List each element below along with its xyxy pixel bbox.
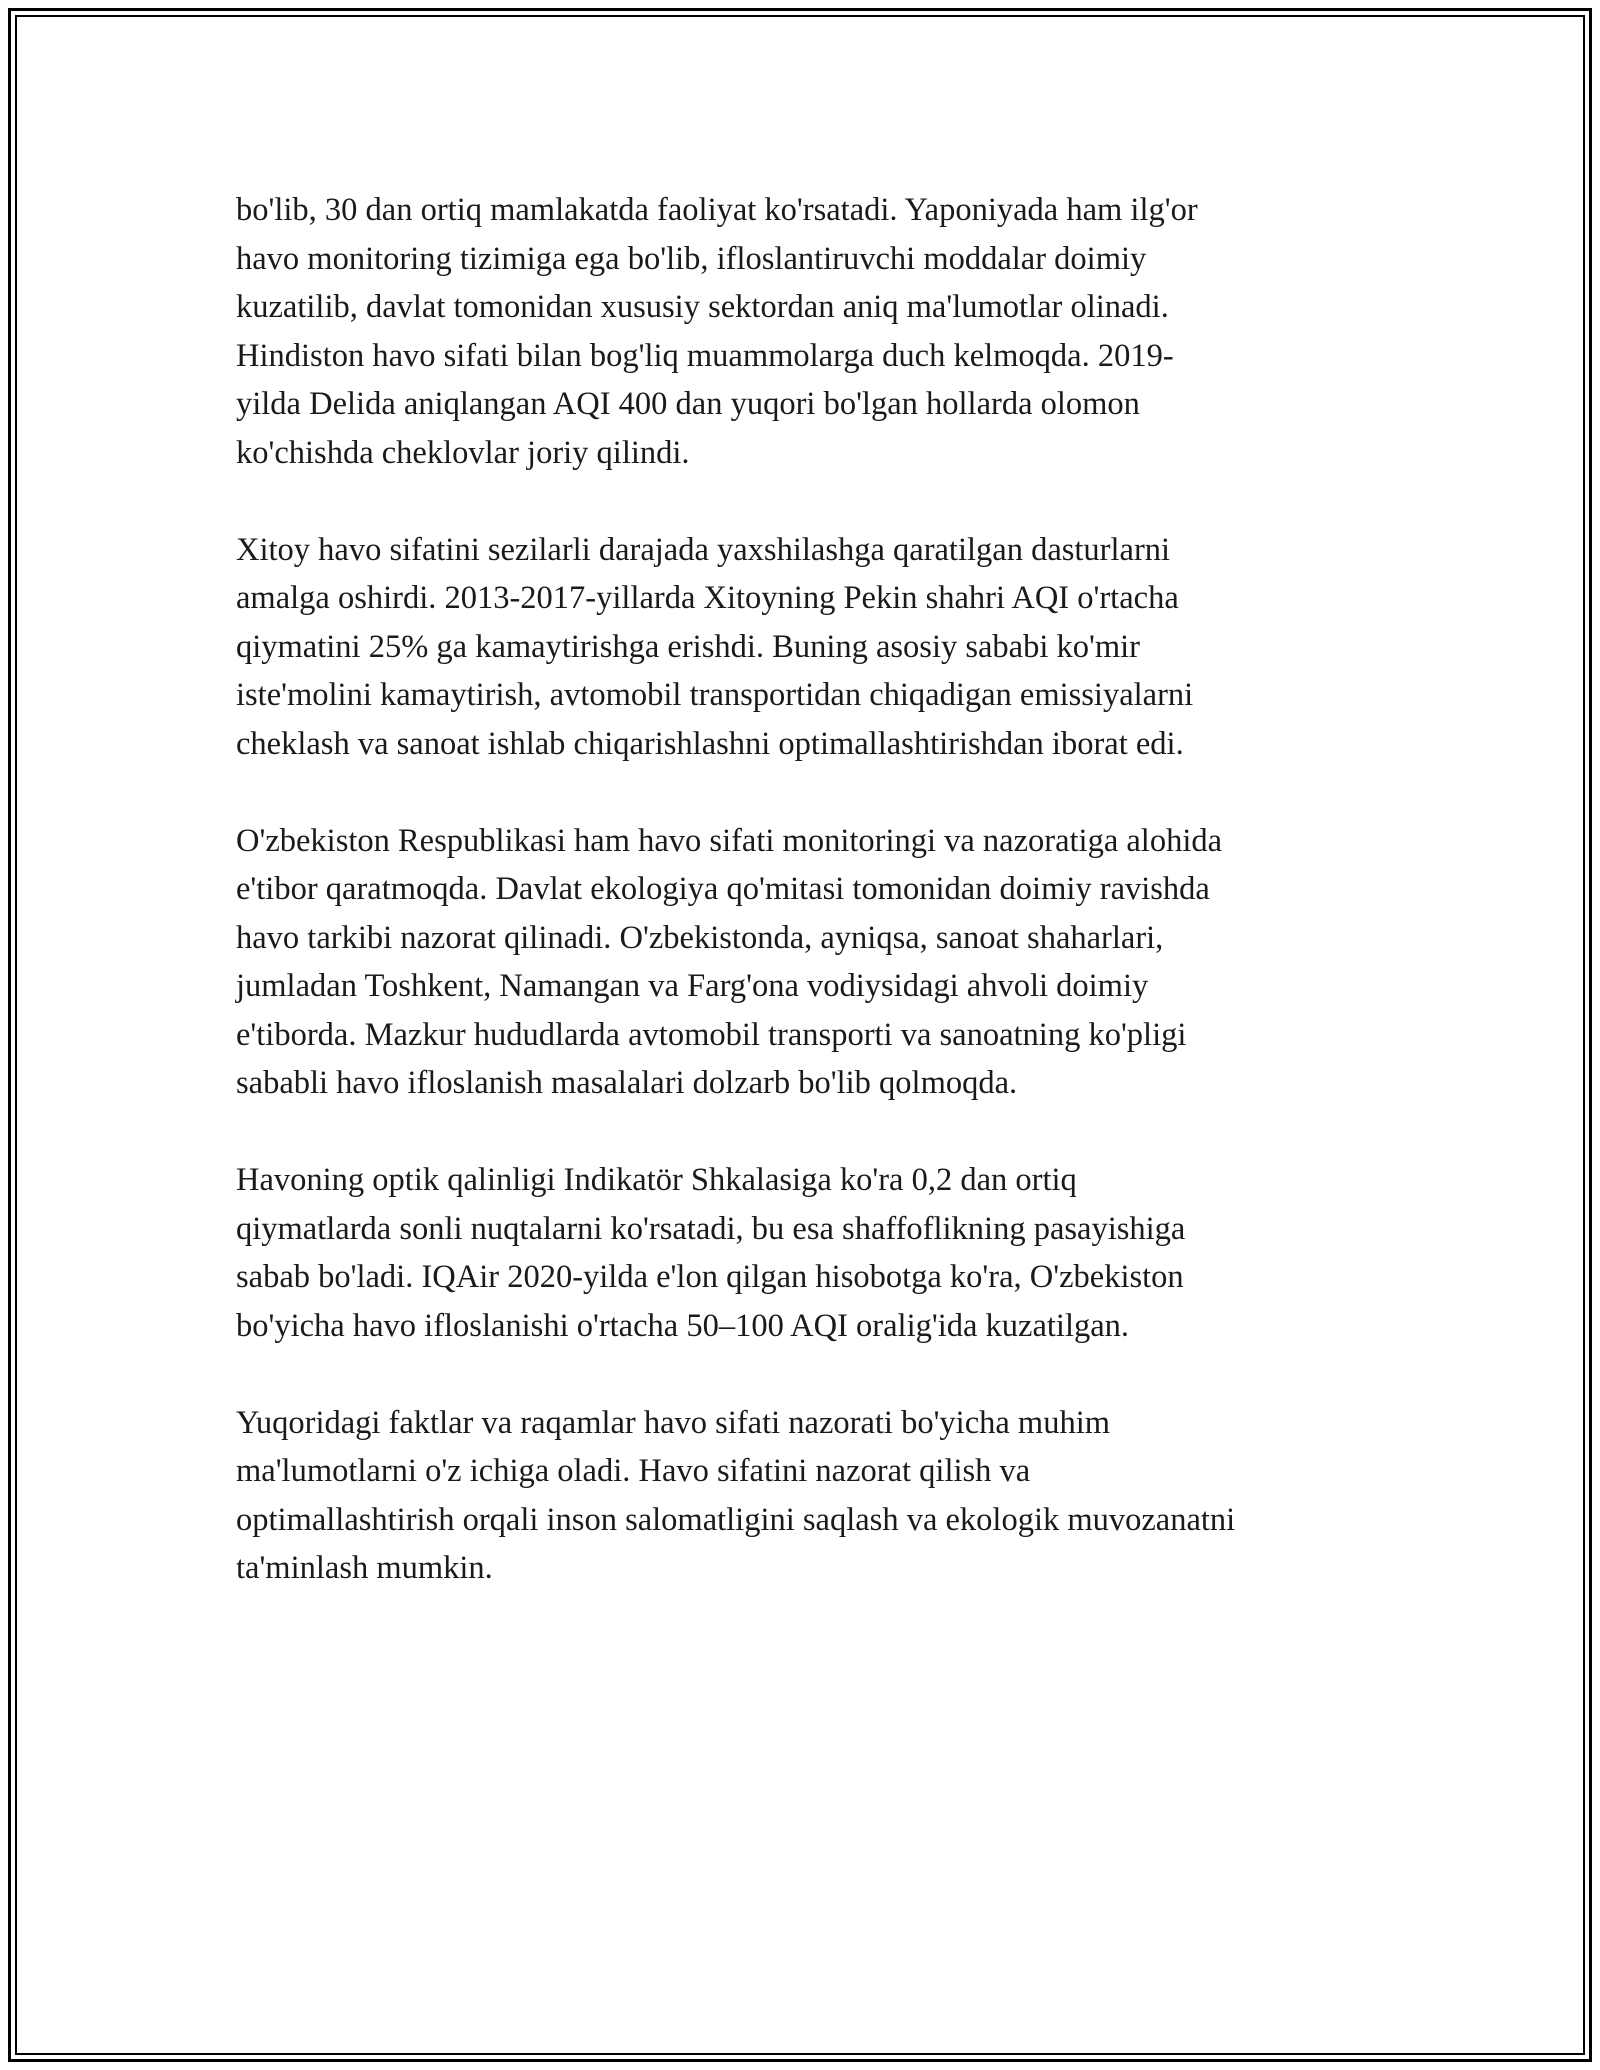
text-line: ma'lumotlarni o'z ichiga oladi. Havo sifatini nazorat qilish va xyxy=(236,1453,1031,1489)
text-line: ta'minlash mumkin. xyxy=(236,1550,493,1586)
text-line: cheklash va sanoat ishlab chiqarishlashni optimallashtirishdan iborat edi. xyxy=(236,725,1184,762)
text-line: yilda Delida aniqlangan AQI 400 dan yuqori bo'lgan hollarda olomon xyxy=(236,386,1140,422)
paragraph-5 xyxy=(236,1399,1376,1593)
text-line: havo tarkibi nazorat qilinadi. O'zbekistonda, ayniqsa, sanoat shaharlari, xyxy=(236,919,1164,956)
text-line: sababli havo ifloslanish masalalari dolzarb bo'lib qolmoqda. xyxy=(236,1065,1018,1101)
text-line: Havoning optik qalinligi Indikatör Shkalasiga ko'ra 0,2 dan ortiq xyxy=(236,1162,1077,1198)
text-line: iste'molini kamaytirish, avtomobil transportidan chiqadigan emissiyalarni xyxy=(236,677,1194,713)
text-line: e'tiborda. Mazkur hududlarda avtomobil transporti va sanoatning ko'pligi xyxy=(236,1016,1187,1053)
paragraph-3 xyxy=(236,817,1376,1108)
text-line: bo'yicha havo ifloslanishi o'rtacha 50–100 AQI oralig'ida kuzatilgan. xyxy=(236,1307,1130,1344)
text-line: ko'chishda cheklovlar joriy qilindi. xyxy=(236,434,690,471)
text-line: kuzatilib, davlat tomonidan xususiy sektordan aniq ma'lumotlar olinadi. xyxy=(236,289,1169,325)
paragraph-2 xyxy=(236,526,1376,769)
text-line: qiymatlarda sonli nuqtalarni ko'rsatadi, bu esa shaffoflikning pasayishiga xyxy=(236,1210,1186,1247)
text-line: qiymatini 25% ga kamaytirishga erishdi. Buning asosiy sababi ko'mir xyxy=(236,628,1140,665)
text-line: Xitoy havo sifatini sezilarli darajada yaxshilashga qaratilgan dasturlarni xyxy=(236,531,1171,568)
text-line: bo'lib, 30 dan ortiq mamlakatda faoliyat ko'rsatadi. Yaponiyada ham ilg'or xyxy=(236,192,1198,228)
text-line: e'tibor qaratmoqda. Davlat ekologiya qo'mitasi tomonidan doimiy ravishda xyxy=(236,871,1210,907)
text-line: jumladan Toshkent, Namangan va Farg'ona vodiysidagi ahvoli doimiy xyxy=(236,968,1149,1004)
paragraph-1 xyxy=(236,186,1376,477)
text-line: havo monitoring tizimiga ega bo'lib, ifloslantiruvchi moddalar doimiy xyxy=(236,240,1147,277)
text-line: optimallashtirish orqali inson salomatligini saqlash va ekologik muvozanatni xyxy=(236,1501,1236,1538)
text-line: sabab bo'ladi. IQAir 2020-yilda e'lon qilgan hisobotga ko'ra, O'zbekiston xyxy=(236,1259,1184,1295)
document-body xyxy=(236,186,1376,1641)
text-line: O'zbekiston Respublikasi ham havo sifati monitoringi va nazoratiga alohida xyxy=(236,822,1223,859)
text-line: Yuqoridagi faktlar va raqamlar havo sifati nazorati bo'yicha muhim xyxy=(236,1404,1111,1441)
text-line: amalga oshirdi. 2013-2017-yillarda Xitoyning Pekin shahri AQI o'rtacha xyxy=(236,580,1179,616)
text-line: Hindiston havo sifati bilan bog'liq muammolarga duch kelmoqda. 2019- xyxy=(236,337,1174,374)
paragraph-4 xyxy=(236,1156,1376,1350)
